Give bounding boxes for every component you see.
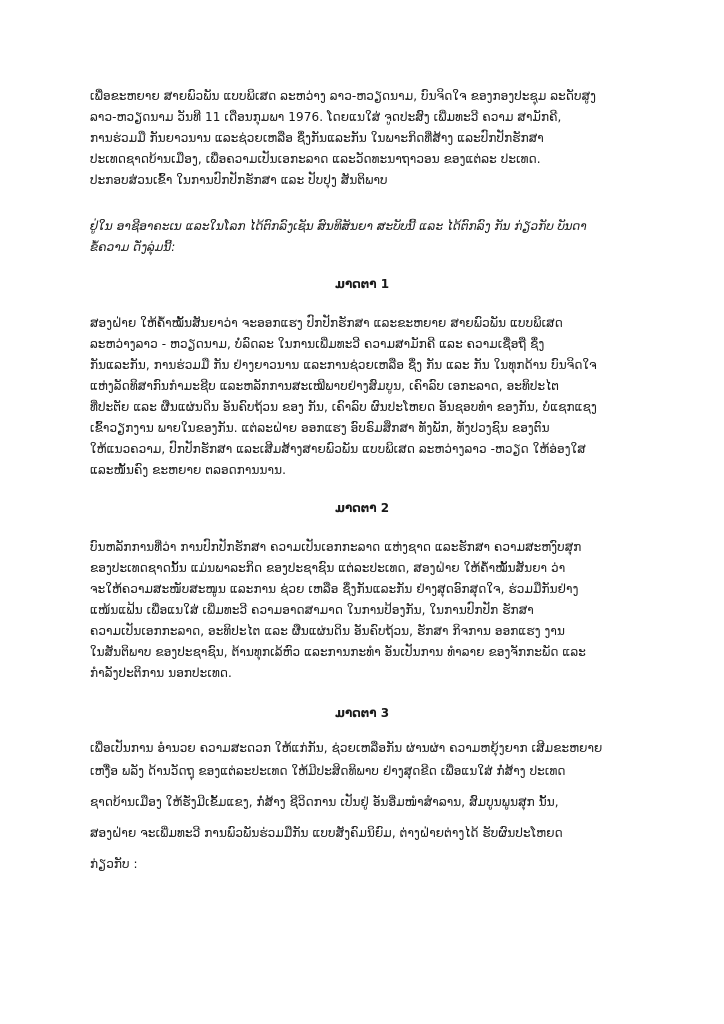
text-line: ເຫງື່ອ ພລັງ ດ້ານວັດຖຸ ຂອງແຕ່ລະປະເທດ ໃຫ້ມີປະສິດທິພາບ ຢ່າງສຸດຂີດ ເພື່ອແນໃສ່ ກໍ່ສ້າງ ປະເທດ bbox=[90, 764, 566, 778]
text-line: ທີ່ປະຕັຍ ແລະ ຜືນແຜ່ນດິນ ອັນຄົບຖ້ວນ ຂອງ ກັນ, ເຄົາລົບ ຜົນປະໂຫຍດ ອັນຊອບທໍາ ຂອງກັນ, ບໍ່ແຊກແຊງ bbox=[90, 400, 597, 414]
article-1-title: ມາດຕາ 1 bbox=[334, 277, 390, 291]
text-line: ກ່ຽວກັບ : bbox=[90, 857, 138, 871]
text-line: ລະຫວ່າງລາວ - ຫວຽດນາມ, ບໍ່ລົດລະ ໃນການເພີ່ມທະວີ ຄວາມສາມັກຄີ ແລະ ຄວາມເຊື່ອຖື ຊຶ່ງ bbox=[90, 337, 545, 351]
text-line: ໃຫ້ແນວຄວາມ, ປົກປັກຮັກສາ ແລະເສີມສ້າງສາຍພົວພັນ ແບບພິເສດ ລະຫວ່າງລາວ -ຫວຽດ ໃຫ້ອ່ອງໃສ bbox=[90, 442, 586, 456]
text-line: ປະກອບສ່ວນເຂົ້າ ໃນການປົກປັກຮັກສາ ແລະ ປັບປຸງ ສັນຕິພາບ bbox=[90, 173, 388, 187]
text-line: ແລະໜັ້ນຄົງ ຂະຫຍາຍ ຕລອດການນານ. bbox=[90, 463, 287, 477]
text-line: ຂໍ້ຄວາມ ດັ່ງລຸ່ມນີ້: bbox=[90, 240, 176, 254]
preamble-paragraph bbox=[90, 216, 650, 258]
text-line: ສອງຝ່າຍ ຈະເພີ່ມທະວີ ການພົວພັນຮ່ວມມືກັນ ແບບສັງຄົມນິຍົມ, ຕ່າງຝ່າຍຕ່າງໄດ້ ຮັບຜົນປະໂຫຍດ bbox=[90, 826, 563, 840]
text-line: ປະເທດຊາດບ້ານເມືອງ, ເພື່ອຄວາມເປັນເອກະລາດ ແລະວັດທະນາຖາວອນ ຂອງແຕ່ລະ ປະເທດ. bbox=[90, 152, 541, 166]
text-line: ຊາດບ້ານເມືອງ ໃຫ້ຮັ່ງມີເຂັ້ມແຂງ, ກໍ່ສ້າງ ຊີວິດການ ເປັນຢູ່ ອັນອີ່ມໜໍາສໍາລານ, ສົມບູນພູນສຸກ ນັ້ນ, bbox=[90, 795, 559, 809]
text-line: ບົນຫລັກການທີ່ວ່າ ການປົກປັກຮັກສາ ຄວາມເປັນເອກກະລາດ ແຫ່ງຊາດ ແລະຮັກສາ ຄວາມສະຫງົບສຸກ bbox=[90, 540, 582, 554]
text-line: ກັນແລະກັນ, ການຮ່ວມມື ກັນ ຢ່າງຍາວນານ ແລະການຊ່ວຍເຫລືອ ຊຶ່ງ ກັນ ແລະ ກັນ ໃນທຸກດ້ານ ບົນຈິດໃຈ bbox=[90, 358, 597, 372]
text-line: ແຫ່ງລັດທິສາກົນກໍາມະຊີບ ແລະຫລັກການສະເໝີພາບຢ່າງສົມບູນ, ເຄົາລົບ ເອກະລາດ, ອະທິປະໄຕ bbox=[90, 379, 560, 393]
text-line: ຢູ່ໃນ ອາຊີອາຄະເນ ແລະໃນໂລກ ໄດ້ຕົກລົງເຊັນ ສົນທິສັນຍາ ສະບັບນີ້ ແລະ ໄດ້ຕົກລົງ ກັນ ກ່ຽວກັບ ບັນດາ bbox=[90, 219, 587, 233]
article-2-body bbox=[90, 537, 650, 684]
article-3-body bbox=[90, 738, 650, 875]
intro-paragraph bbox=[90, 86, 650, 191]
text-line: ເພື່ອເປັນການ ອໍານວຍ ຄວາມສະດວກ ໃຫ້ແກ່ກັນ, ຊ່ວຍເຫລືອກັນ ຜ່ານຜ່າ ຄວາມຫຍຸ້ງຍາກ ເສີມຂະຫຍາຍ bbox=[90, 741, 603, 755]
text-line: ແໜ້ນແຟ້ນ ເພື່ອແນໃສ່ ເພີ່ມທະວີ ຄວາມອາດສາມາດ ໃນການປ້ອງກັນ, ໃນການປົກປັກ ຮັກສາ bbox=[90, 603, 534, 617]
text-line: ເພື່ອຂະຫຍາຍ ສາຍພົວພັນ ແບບພິເສດ ລະຫວ່າງ ລາວ-ຫວຽດນາມ, ບົນຈິດໃຈ ຂອງກອງປະຊຸມ ລະດັບສູງ bbox=[90, 89, 597, 103]
article-3-title: ມາດຕາ 3 bbox=[334, 706, 390, 720]
text-line: ລາວ-ຫວຽດນາມ ວັນທີ 11 ເດືອນກຸມພາ 1976. ໂດຍແນໃສ່ ຈູດປະສົງ ເພີ່ມທະວີ ຄວາມ ສາມັກຄີ, bbox=[90, 110, 562, 124]
article-1-body bbox=[90, 313, 650, 481]
text-line: ກໍາລັງປະຕິການ ນອກປະເທດ. bbox=[90, 666, 232, 680]
text-line: ຄວາມເປັນເອກກະລາດ, ອະທິປະໄຕ ແລະ ຜືນແຜ່ນດິນ ອັນຄົບຖ້ວນ, ຮັກສາ ກິຈການ ອອກແຮງ ງານ bbox=[90, 624, 565, 638]
text-line: ເຂົ້າວຽກງານ ພາຍໃນຂອງກັນ. ແຕ່ລະຝ່າຍ ອອກແຮງ ອົບຣົມສຶກສາ ທັງພັກ, ທັງປວງຊົນ ຂອງຕົນ bbox=[90, 421, 550, 435]
text-line: ການຮ່ວມມື ກັນຍາວນານ ແລະຊ່ວຍເຫລືອ ຊຶ່ງກັນແລະກັນ ໃນພາະກິດທີ່ສ້າງ ແລະປົກປັກຮັກສາ bbox=[90, 131, 544, 145]
text-line: ສອງຝ່າຍ ໃຫ້ຄ້ຳໝັ້ນສັນຍາວ່າ ຈະອອກແຮງ ປົກປັກຮັກສາ ແລະຂະຫຍາຍ ສາຍພົວພັນ ແບບພິເສດ bbox=[90, 316, 563, 330]
text-line: ໃນສັນຕິພາບ ຂອງປະຊາຊົນ, ຕ້ານທຸກເລ້ຫົວ ແລະການກະທໍາ ອັນເປັນການ ທໍາລາຍ ຂອງຈັກກະພັດ ແລະ bbox=[90, 645, 586, 659]
text-line: ຈະໃຫ້ຄວາມສະໜັບສະໜູນ ແລະການ ຊ່ວຍ ເຫລືອ ຊຶ່ງກັນແລະກັນ ຢ່າງສຸດອົກສຸດໃຈ, ຮ່ວມມືກັນຢ່າງ bbox=[90, 582, 579, 596]
article-2-title: ມາດຕາ 2 bbox=[334, 501, 390, 515]
text-line: ຂອງປະເທດຊາດນັ້ນ ແມ່ນພາລະກິດ ຂອງປະຊາຊົນ ແຕ່ລະປະເທດ, ສອງຝ່າຍ ໃຫ້ຄໍ້າໝັ້ນສັນຍາ ວ່າ bbox=[90, 561, 566, 575]
